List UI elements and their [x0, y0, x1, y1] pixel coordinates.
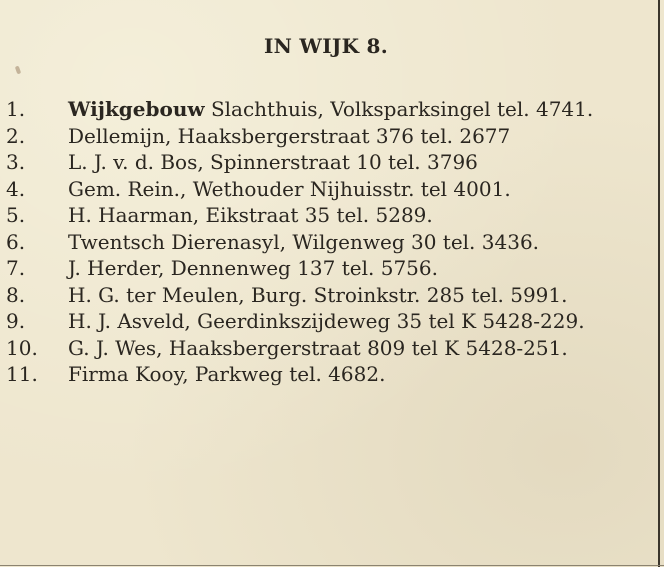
list-item	[6, 282, 640, 309]
item-text: G. J. Wes, Haaksbergerstraat 809 tel K 5428-251.	[68, 335, 568, 360]
list-item	[6, 229, 640, 256]
item-text: Gem. Rein., Wethouder Nijhuisstr. tel 4001.	[68, 176, 511, 201]
list-item	[6, 176, 640, 203]
ink-speck	[15, 66, 21, 75]
section-heading: IN WIJK 8.	[263, 34, 389, 58]
list-item	[6, 361, 640, 388]
list-item	[6, 96, 640, 123]
item-lead: Wijkgebouw	[68, 97, 205, 121]
item-text: H. J. Asveld, Geerdinkszijdeweg 35 tel K 5428-229.	[68, 309, 585, 333]
item-number: 11.	[6, 362, 38, 386]
item-text: J. Herder, Dennenweg 137 tel. 5756.	[68, 256, 438, 280]
bottom-edge	[0, 565, 664, 566]
item-text: Firma Kooy, Parkweg tel. 4682.	[68, 362, 386, 386]
address-list	[6, 96, 640, 388]
item-number: 10.	[6, 335, 38, 360]
item-text: L. J. v. d. Bos, Spinnerstraat 10 tel. 3796	[68, 150, 478, 174]
item-number: 3.	[6, 150, 26, 174]
item-number: 2.	[6, 123, 26, 148]
list-item	[6, 335, 640, 362]
item-number: 1.	[6, 97, 26, 121]
item-text: Wijkgebouw Slachthuis, Volksparksingel tel. 4741.	[68, 97, 594, 121]
list-item	[6, 149, 640, 176]
item-number: 6.	[6, 229, 26, 254]
item-number: 9.	[6, 309, 26, 333]
list-item	[6, 308, 640, 335]
list-item	[6, 255, 640, 282]
item-text: H. G. ter Meulen, Burg. Stroinkstr. 285 tel. 5991.	[68, 282, 568, 307]
list-item	[6, 123, 640, 150]
item-number: 5.	[6, 203, 26, 227]
item-number: 4.	[6, 176, 26, 201]
item-text: Dellemijn, Haaksbergerstraat 376 tel. 2677	[68, 123, 511, 148]
list-item	[6, 202, 640, 229]
column-rule	[658, 0, 660, 567]
item-number: 7.	[6, 256, 26, 280]
item-text: H. Haarman, Eikstraat 35 tel. 5289.	[68, 203, 433, 227]
item-number: 8.	[6, 282, 26, 307]
item-text: Twentsch Dierenasyl, Wilgenweg 30 tel. 3436.	[68, 229, 540, 254]
